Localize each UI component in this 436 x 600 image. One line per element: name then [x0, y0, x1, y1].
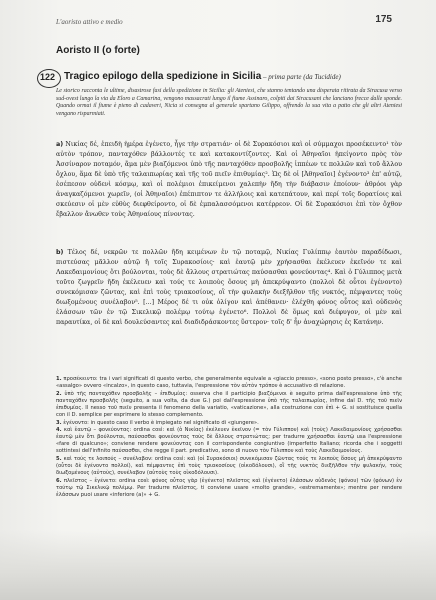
hand-drawn-circle-mark: [37, 69, 61, 88]
footnotes: [56, 376, 402, 500]
intro-paragraph: Le storico racconta le ultime, disastrose fasi della spedizione in Sicilia: gli Ateniesi, che stanno tentando una disperata ritirata da Siracusa verso sud-ovest lungo la via da Eloro a Camarina, vengono massacrati lungo il fiume Assinaro, colpiti dai Siracusani che lanciano frecce dalle sponde. Quando ormai il fiume è pieno di cadaveri, Nicia si consegna al generale spartano Gilippo, offrendo la sua vita a patto che gli altri Ateniesi vengano risparmiati.: [56, 88, 402, 118]
footnote: [56, 427, 402, 455]
exercise-number-text: 122: [40, 72, 56, 82]
footnote-number: 6.: [56, 477, 62, 484]
footnote-text: πλεῖστος – ἐγένετο: ordina così: φόνος οὗτος γὰρ (ἐγένετο) πλεῖστος καὶ (ἐγένετο) ἐλάσσων οὐδενὸς (φόνου) τῶν (φόνων) ἐν τούτῳ τῷ Σικελικῷ πολέμῳ. Per tradurre πλεῖστος, ti conviene usare «molto grande», «estremamente»; mentre per rendere ἐλάσσων puoi usare «inferiore (a)» + G.: [56, 477, 402, 498]
footnote: [56, 456, 402, 477]
footnote-text: καὶ τούς τε λοιπούς – συνέλαβον: ordina così: καὶ (οἱ Συρακόσιοι) συνεκόμισαν ζῶντας τούς τε λοιποὺς ὅσους μὴ ἀπεκρύψαντο (οὗτοι δὲ ἐγένοντο πολλοί), καὶ πέμψαντες ἐπὶ τοὺς τριακοσίους (οἰκοδόλουσι), οἳ τῆς νυκτὸς διεξῆλθον τὴν φυλακήν, τοὺς διωξομένους (αὐτοὺς), συνέλαβον (αὐτοὺς τοὺς οἰκοδόλουσι).: [56, 456, 402, 477]
footnote-number: 2.: [56, 390, 62, 397]
running-head: L'aoristo attivo e medio: [56, 18, 123, 26]
footnote-number: 3.: [56, 419, 62, 426]
paragraph-b-text: Τέλος δέ, νεκρῶν τε πολλῶν ἤδη κειμένων ἐν τῷ ποταμῷ, Νικίας Γυλίππῳ ἑαυτὸν παραδίδωσι, πιστεύσας μᾶλλον αὐτῷ ἢ τοῖς Συρακοσίοις· καὶ ἑαυτῷ μὲν χρήσασθαι ἐκέλευεν ἐκεῖνόν τε καὶ Λακεδαιμονίους ὅτι βούλονται, τοὺς δὲ ἄλλους στρατιώτας παύσασθαι φονεύοντας⁴. Καὶ ὁ Γύλιππος μετὰ τοῦτο ζωγρεῖν ἤδη ἐκέλευεν καὶ τούς τε λοιποὺς ὅσους μὴ ἀπεκρύψαντο (πολλοὶ δὲ οὗτοι ἐγένοντο) συνεκόμισαν ζῶντας, καὶ ἐπὶ τοὺς τριακοσίους, οἳ τὴν φυλακὴν διεξῆλθον τῆς νυκτός, πέμψαντες τοὺς διωξομένους συνέλαβον⁵. [...] Μέρος δέ τι οὐκ ὀλίγον καὶ ἀπέθανεν· ἐλέχθη φόνος οὗτος καὶ οὐδενὸς ἐλάσσων τῶν ἐν τῷ Σικελικῷ πολέμῳ τούτῳ ἐγένετο⁶. Πολλοὶ δὲ ὅμως καὶ διέφυγον, οἱ μὲν καὶ παραυτίκα, οἱ δὲ καὶ δουλεύσαντες καὶ διαδιδράσκοντες ὕστερον· τοῖς δ' ἦν ἀναχώρησις ἐς Κατάνην.: [56, 249, 402, 326]
footnote: [56, 420, 402, 427]
exercise-number: [40, 72, 62, 86]
exercise-subtitle: – prima parte (da Tucidide): [261, 73, 341, 81]
footnote-number: 4.: [56, 427, 62, 434]
page-bottom-shadow: [0, 530, 436, 600]
footnote-number: 5.: [56, 456, 62, 463]
footnote: [56, 478, 402, 499]
greek-paragraph-a: [56, 140, 402, 220]
footnote-text: προσέκειντο: tra i vari significati di questo verbo, che generalmente equivale a «giaccio presso», «sono posto presso», c'è anche «assalgo» ovvero «incalzo», in questo caso, tuttavia, l'espressione τὸν αὐτὸν τρόπον è accusativo di relazione.: [56, 376, 402, 390]
paragraph-a-label: a): [56, 141, 64, 148]
footnote-text: καὶ ἑαυτῷ – φονεύοντας: ordina così: καὶ (ὁ Νικίας) ἐκέλευεν ἐκεῖνον (= τὸν Γύλιππον) καὶ (τοὺς) Λακεδαιμονίους χρήσασθαι ἑαυτῷ μὲν ὅτι βούλονται, παύσασθαι φονεύοντας τοὺς δὲ ἄλλους στρατιώτας; per tradurre χρήσασθαι ἑαυτῷ usa l'espressione «fare di qualcuno»; conviene rendere φονεύοντας con il corrispondente congiuntivo (imperfetto Italiano; ricorda che i soggetti sottintesi dell'infinito παύσασθαι, che regge il part. predicativo, sono di nuovo τὸν Γύλιππον καὶ τοὺς Λακεδαιμονίους.: [56, 427, 402, 455]
paragraph-b-label: b): [56, 249, 64, 256]
page-number: 175: [375, 14, 392, 25]
paragraph-a-text: Νικίας δέ, ἐπειδὴ ἡμέρα ἐγένετο, ἦγε τὴν στρατιάν· οἱ δὲ Συρακόσιοι καὶ οἱ σύμμαχοι προσέκειντο¹ τὸν αὐτὸν τρόπον, πανταχόθεν βάλλοντές τε καὶ κατακοντίζοντες. Καὶ οἱ Ἀθηναῖοι ἠπείγοντο πρὸς τὸν Ἀσσίναρον ποταμόν, ἅμα μὲν βιαζόμενοι ὑπὸ τῆς πανταχόθεν προσβολῆς ἱππέων τε πολλῶν καὶ τοῦ ἄλλου ὄχλου, ἅμα δὲ ὑπὸ τῆς ταλαιπωρίας καὶ τῆς τοῦ πιεῖν ἐπιθυμίας². Ὡς δὲ οἱ [Ἀθηναῖοι] ἐγένοντο³ ἐπ' αὐτῷ, ἐσέπεσον οὐδενὶ κόσμῳ, καὶ οἱ πολέμιοι ἐπικείμενοι χαλεπὴν ἤδη τὴν διάβασιν ἐποίουν· ἀθρόοι γὰρ ἀναγκαζόμενοι χωρεῖν, (οἱ Ἀθηναῖοι) ἐπέπιπτον τε ἀλλήλοις καὶ κατεπάτουν, καὶ περί τοῖς δορατίοις καὶ σκεύεσιν οἱ μὲν εὐθὺς διεφθείροντο, οἱ δὲ ἐμπαλασσόμενοι κατέρρεον. Οἱ δὲ Συρακόσιοι ἐπὶ τὸν ὄχθον ἔβαλλον ἄνωθεν τοὺς Ἀθηναίους πίνοντας.: [56, 141, 402, 218]
footnote-text: ὑπὸ τῆς πανταχόθεν προσβολῆς – ἐπιθυμίας: osserva che il participio βιαζόμενοι è seguito prima dall'espressione ὑπὸ τῆς πανταχόθεν προσβολῆς (seguito, a sua volta, da due G.) poi dall'espressione ὑπὸ τῆς ταλαιπωρίας, infine dal D. τῆς τοῦ πιεῖν ἐπιθυμίας. Il nesso τοῦ πιεῖν presenta il fenomeno della variatio, «vaticazione», alla costruzione con ἐπὶ + G. si sostituisce quella con il D. semplice per esprimere lo stesso complemento.: [56, 390, 402, 418]
footnote: [56, 391, 402, 419]
section-title: Aoristo II (o forte): [56, 45, 140, 56]
footnote-number: 1.: [56, 376, 62, 382]
exercise-title-text: Tragico epilogo della spedizione in Sicilia: [64, 71, 262, 82]
greek-paragraph-b: [56, 248, 402, 328]
footnote: [56, 376, 402, 390]
exercise-title: [64, 71, 400, 82]
footnote-text: ἐγένοντο: in questo caso il verbo è impiegato nel significato di «giungere».: [61, 419, 259, 426]
